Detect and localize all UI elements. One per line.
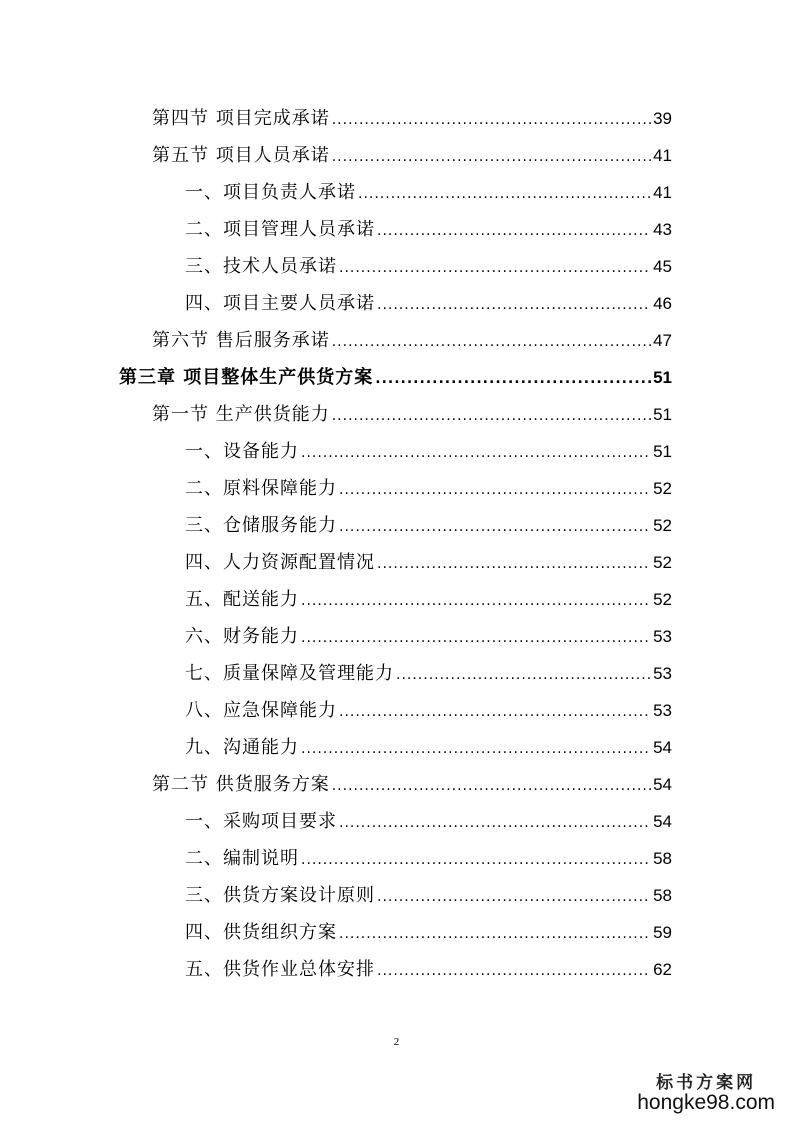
toc-entry-page: 41: [653, 146, 672, 165]
toc-entry[interactable]: [152, 400, 672, 437]
toc-entry[interactable]: [185, 474, 672, 511]
toc-dot-leader: [301, 852, 651, 868]
toc-dot-leader: [377, 223, 651, 239]
toc-entry-page: 43: [653, 220, 672, 239]
watermark: [637, 1068, 775, 1115]
toc-entry-page: 58: [653, 886, 672, 905]
toc-dot-leader: [339, 482, 651, 498]
toc-dot-leader: [332, 149, 651, 165]
toc-entry[interactable]: [185, 178, 672, 215]
toc-entry[interactable]: [152, 326, 672, 363]
toc-entry[interactable]: [152, 770, 672, 807]
toc-entry-title: 五、配送能力: [185, 589, 299, 610]
toc-entry[interactable]: [185, 696, 672, 733]
toc-dot-leader: [301, 593, 651, 609]
toc-entry-page: 41: [653, 183, 672, 202]
toc-entry[interactable]: [185, 511, 672, 548]
toc-entry-title: 第三章 项目整体生产供货方案: [119, 367, 374, 388]
toc-entry[interactable]: [152, 141, 672, 178]
toc-entry-title: 六、财务能力: [185, 626, 299, 647]
toc-dot-leader: [301, 630, 651, 646]
toc-entry-page: 52: [653, 590, 672, 609]
toc-dot-leader: [332, 778, 651, 794]
toc-entry[interactable]: [185, 252, 672, 289]
toc-entry-page: 47: [653, 331, 672, 350]
toc-entry-page: 51: [653, 368, 672, 387]
toc-entry-title: 第六节 售后服务承诺: [152, 330, 330, 351]
toc-entry[interactable]: [185, 807, 672, 844]
toc-entry[interactable]: [185, 215, 672, 252]
toc-dot-leader: [339, 926, 651, 942]
toc-dot-leader: [377, 889, 651, 905]
toc-entry[interactable]: [185, 585, 672, 622]
toc-entry-page: 53: [653, 664, 672, 683]
toc-entry[interactable]: [185, 844, 672, 881]
toc-entry-page: 39: [653, 109, 672, 128]
watermark-url: hongke98.com: [637, 1091, 775, 1114]
toc-dot-leader: [396, 667, 651, 683]
toc-entry-page: 54: [653, 812, 672, 831]
toc-entry-page: 45: [653, 257, 672, 276]
toc-entry-page: 51: [653, 405, 672, 424]
toc-dot-leader: [377, 297, 651, 313]
toc-entry-title: 九、沟通能力: [185, 737, 299, 758]
toc-dot-leader: [339, 815, 651, 831]
toc-entry-page: 52: [653, 516, 672, 535]
toc-entry-page: 52: [653, 553, 672, 572]
toc-entry-title: 第四节 项目完成承诺: [152, 108, 330, 129]
toc-entry-page: 52: [653, 479, 672, 498]
toc-entry-title: 四、项目主要人员承诺: [185, 293, 375, 314]
toc-dot-leader: [339, 519, 651, 535]
toc-chapter-entry[interactable]: [119, 363, 672, 400]
toc-entry-title: 第一节 生产供货能力: [152, 404, 330, 425]
toc-entry-page: 53: [653, 701, 672, 720]
toc-entry-page: 58: [653, 849, 672, 868]
toc-entry-title: 一、设备能力: [185, 441, 299, 462]
toc-entry[interactable]: [152, 104, 672, 141]
page-number: 2: [393, 1036, 400, 1048]
toc-entry[interactable]: [185, 918, 672, 955]
toc-entry-title: 二、编制说明: [185, 848, 299, 869]
toc-entry-title: 四、供货组织方案: [185, 922, 337, 943]
toc-entry[interactable]: [185, 622, 672, 659]
watermark-site-name: 标书方案网: [656, 1073, 757, 1093]
toc-dot-leader: [339, 260, 651, 276]
toc-entry-title: 三、仓储服务能力: [185, 515, 337, 536]
toc-entry-title: 二、项目管理人员承诺: [185, 219, 375, 240]
toc-entry-title: 二、原料保障能力: [185, 478, 337, 499]
toc-entry[interactable]: [185, 955, 672, 992]
toc-entry-page: 51: [653, 442, 672, 461]
toc-entry-title: 第二节 供货服务方案: [152, 774, 330, 795]
toc-entry-title: 一、项目负责人承诺: [185, 182, 356, 203]
toc-entry[interactable]: [185, 733, 672, 770]
toc-dot-leader: [375, 371, 651, 387]
toc-dot-leader: [301, 445, 651, 461]
toc-entry[interactable]: [185, 289, 672, 326]
toc-entry-page: 54: [653, 738, 672, 757]
toc-dot-leader: [339, 704, 651, 720]
toc-entry[interactable]: [185, 548, 672, 585]
toc-dot-leader: [332, 112, 651, 128]
toc-entry-title: 三、供货方案设计原则: [185, 885, 375, 906]
toc-entry-page: 54: [653, 775, 672, 794]
toc-entry-title: 第五节 项目人员承诺: [152, 145, 330, 166]
toc-entry-title: 四、人力资源配置情况: [185, 552, 375, 573]
toc-entry-title: 七、质量保障及管理能力: [185, 663, 394, 684]
toc-dot-leader: [377, 556, 651, 572]
toc-dot-leader: [301, 741, 651, 757]
toc-entry-title: 三、技术人员承诺: [185, 256, 337, 277]
toc-entry-title: 八、应急保障能力: [185, 700, 337, 721]
toc-entry[interactable]: [185, 881, 672, 918]
toc-entry[interactable]: [185, 437, 672, 474]
toc-entry-page: 62: [653, 960, 672, 979]
toc-dot-leader: [358, 186, 651, 202]
toc-entry-page: 46: [653, 294, 672, 313]
toc-dot-leader: [377, 963, 651, 979]
toc-entry-title: 一、采购项目要求: [185, 811, 337, 832]
toc-entry-page: 59: [653, 923, 672, 942]
toc-entry-title: 五、供货作业总体安排: [185, 959, 375, 980]
toc-entry[interactable]: [185, 659, 672, 696]
toc-dot-leader: [332, 334, 651, 350]
toc-dot-leader: [332, 408, 651, 424]
toc-entry-page: 53: [653, 627, 672, 646]
